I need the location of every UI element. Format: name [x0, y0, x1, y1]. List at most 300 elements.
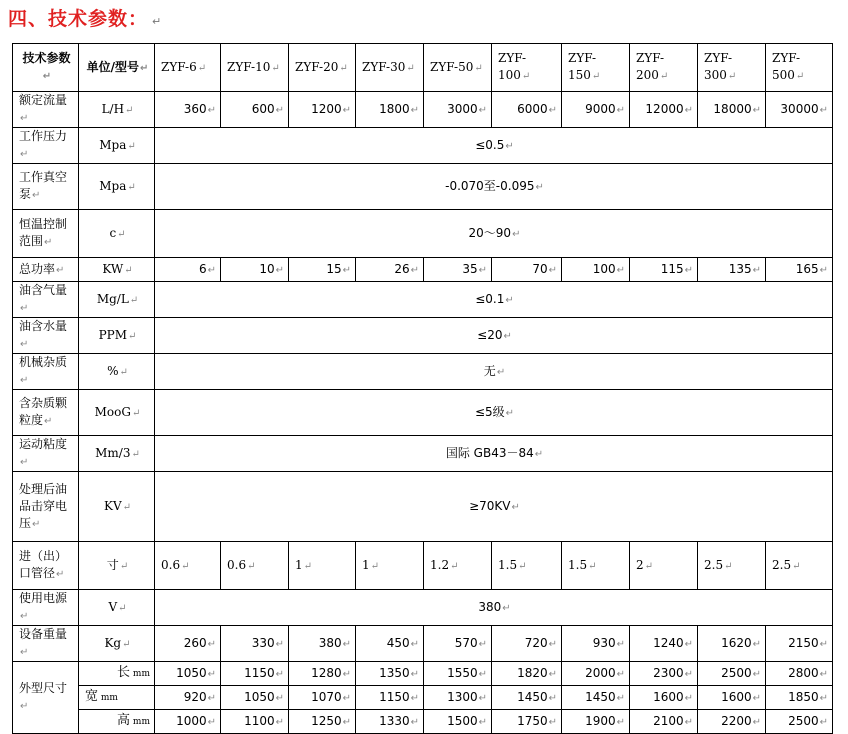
return-mark-icon	[371, 561, 379, 572]
dim-name: 宽	[85, 689, 99, 704]
value-cell-text: 2.5	[772, 557, 792, 572]
value-cell	[424, 686, 492, 710]
value-cell-text: 2000	[585, 665, 616, 680]
header-model-cell-text: ZYF-10	[227, 59, 271, 74]
header-param-cell-text: 技术参数	[22, 51, 71, 65]
value-cell	[221, 626, 289, 662]
value-cell	[562, 258, 630, 282]
value-cell	[424, 626, 492, 662]
value-cell-text: 380	[478, 599, 502, 614]
value-cell-text: 无	[483, 363, 496, 378]
value-cell-text: 35	[462, 261, 478, 276]
row-unit	[79, 710, 155, 734]
value-cell	[562, 92, 630, 128]
row-weight	[13, 626, 833, 662]
row-label-text: 进（出）口管径	[19, 549, 68, 580]
value-cell	[356, 686, 424, 710]
return-mark-icon	[123, 502, 131, 513]
value-cell	[155, 662, 221, 686]
value-cell	[356, 662, 424, 686]
value-cell	[289, 542, 356, 590]
return-mark-icon	[343, 265, 351, 276]
row-label	[13, 282, 79, 318]
return-mark-icon	[411, 669, 419, 680]
value-cell-text: 1	[295, 557, 303, 572]
row-unit-text: %	[107, 363, 119, 378]
value-cell-text: 1	[362, 557, 370, 572]
row-label	[13, 354, 79, 390]
return-mark-icon	[820, 669, 828, 680]
return-mark-icon: ↵	[152, 15, 163, 28]
return-mark-icon	[617, 693, 625, 704]
row-dims-length	[13, 662, 833, 686]
row-unit	[79, 542, 155, 590]
return-mark-icon	[617, 717, 625, 728]
row-unit-text: MooG	[94, 404, 131, 419]
value-cell	[221, 542, 289, 590]
return-mark-icon	[208, 105, 216, 116]
row-label-text: 工作真空泵	[19, 170, 68, 201]
return-mark-icon	[685, 105, 693, 116]
value-cell	[289, 92, 356, 128]
row-unit-text: Mg/L	[96, 291, 129, 306]
value-cell-text: 1500	[447, 713, 478, 728]
header-model-cell	[155, 44, 221, 92]
header-model-cell	[492, 44, 562, 92]
return-mark-icon	[406, 63, 414, 74]
return-mark-icon	[724, 561, 732, 572]
return-mark-icon	[479, 265, 487, 276]
header-param-cell	[13, 44, 79, 92]
row-breakdown	[13, 472, 833, 542]
value-cell-text: 450	[386, 635, 410, 650]
header-model-cell	[562, 44, 630, 92]
value-cell-text: 30000	[780, 101, 819, 116]
value-cell	[766, 686, 833, 710]
row-label-text: 恒温控制范围	[19, 217, 68, 248]
section-heading-text: 四、技术参数：	[8, 8, 149, 30]
return-mark-icon	[479, 693, 487, 704]
value-cell-text: 2100	[653, 713, 684, 728]
value-cell-text: 1800	[379, 101, 410, 116]
dim-unit: mm	[98, 693, 118, 703]
row-label	[13, 92, 79, 128]
return-mark-icon	[276, 265, 284, 276]
row-water	[13, 318, 833, 354]
value-cell-text: 1150	[379, 689, 410, 704]
value-cell	[155, 210, 833, 258]
value-cell	[155, 686, 221, 710]
row-unit	[79, 92, 155, 128]
value-cell	[630, 686, 698, 710]
row-unit	[79, 436, 155, 472]
return-mark-icon	[411, 693, 419, 704]
row-label	[13, 258, 79, 282]
return-mark-icon	[20, 701, 28, 712]
return-mark-icon	[685, 265, 693, 276]
row-unit	[79, 662, 155, 686]
return-mark-icon	[276, 669, 284, 680]
return-mark-icon	[645, 561, 653, 572]
return-mark-icon	[208, 265, 216, 276]
value-cell-text: 135	[728, 261, 752, 276]
return-mark-icon	[140, 63, 148, 74]
value-cell	[492, 626, 562, 662]
value-cell	[630, 542, 698, 590]
row-power	[13, 258, 833, 282]
value-cell-text: 720	[524, 635, 548, 650]
return-mark-icon	[20, 457, 28, 468]
header-unit-cell-text: 单位/型号	[86, 59, 139, 74]
value-cell	[356, 258, 424, 282]
value-cell-text: 330	[251, 635, 275, 650]
row-gas	[13, 282, 833, 318]
value-cell	[630, 662, 698, 686]
value-cell	[698, 258, 766, 282]
header-row	[13, 44, 833, 92]
row-unit-text: L/H	[101, 101, 125, 116]
return-mark-icon	[512, 229, 520, 240]
value-cell	[424, 92, 492, 128]
return-mark-icon	[549, 693, 557, 704]
return-mark-icon	[124, 265, 132, 276]
value-cell	[356, 710, 424, 734]
value-cell	[289, 258, 356, 282]
return-mark-icon	[753, 265, 761, 276]
value-cell	[155, 542, 221, 590]
value-cell	[289, 626, 356, 662]
return-mark-icon	[198, 63, 206, 74]
return-mark-icon	[820, 639, 828, 650]
return-mark-icon	[20, 303, 28, 314]
row-label-text: 设备重量	[19, 627, 68, 641]
value-cell-text: 1600	[653, 689, 684, 704]
return-mark-icon	[127, 141, 135, 152]
row-unit-text: Mpa	[99, 178, 127, 193]
row-label	[13, 390, 79, 436]
value-cell-text: 9000	[585, 101, 616, 116]
value-cell	[562, 662, 630, 686]
return-mark-icon	[535, 449, 543, 460]
value-cell-text: 2.5	[704, 557, 724, 572]
value-cell-text: 0.6	[161, 557, 181, 572]
return-mark-icon	[20, 611, 28, 622]
row-unit	[79, 318, 155, 354]
value-cell-text: 1240	[653, 635, 684, 650]
value-cell-text: 1620	[721, 635, 752, 650]
value-cell	[492, 92, 562, 128]
return-mark-icon	[120, 367, 128, 378]
return-mark-icon	[343, 717, 351, 728]
return-mark-icon	[549, 105, 557, 116]
return-mark-icon	[122, 639, 130, 650]
value-cell	[155, 354, 833, 390]
return-mark-icon	[518, 561, 526, 572]
header-model-cell	[221, 44, 289, 92]
value-cell-text: 1.5	[568, 557, 588, 572]
value-cell	[289, 662, 356, 686]
value-cell	[424, 662, 492, 686]
value-cell-text: 1450	[585, 689, 616, 704]
value-cell-text: 165	[795, 261, 819, 276]
value-cell	[698, 542, 766, 590]
value-cell-text: 26	[394, 261, 410, 276]
value-cell	[155, 390, 833, 436]
row-label	[13, 436, 79, 472]
value-cell	[766, 542, 833, 590]
header-model-cell	[424, 44, 492, 92]
value-cell-text: 国际 GB43－84	[445, 445, 534, 460]
return-mark-icon	[411, 265, 419, 276]
value-cell	[766, 710, 833, 734]
value-cell	[289, 686, 356, 710]
return-mark-icon	[125, 105, 133, 116]
row-unit-text: Mpa	[99, 137, 127, 152]
return-mark-icon	[660, 71, 668, 82]
row-unit-text: Kg	[104, 635, 122, 650]
return-mark-icon	[479, 105, 487, 116]
row-unit-text: c	[109, 225, 117, 240]
value-cell-text: 1.5	[498, 557, 518, 572]
value-cell	[492, 542, 562, 590]
header-model-cell	[698, 44, 766, 92]
header-model-cell-text: ZYF-50	[430, 59, 474, 74]
value-cell-text: 12000	[645, 101, 684, 116]
return-mark-icon	[120, 561, 128, 572]
return-mark-icon	[130, 295, 138, 306]
value-cell-text: 1000	[176, 713, 207, 728]
value-cell	[221, 686, 289, 710]
row-label	[13, 318, 79, 354]
value-cell	[155, 318, 833, 354]
row-unit	[79, 128, 155, 164]
value-cell-text: 1820	[517, 665, 548, 680]
value-cell	[221, 92, 289, 128]
value-cell	[155, 436, 833, 472]
row-unit	[79, 258, 155, 282]
value-cell-text: 1200	[311, 101, 342, 116]
value-cell	[562, 686, 630, 710]
value-cell	[630, 710, 698, 734]
return-mark-icon	[20, 113, 28, 124]
row-pipe	[13, 542, 833, 590]
value-cell-text: 1600	[721, 689, 752, 704]
return-mark-icon	[20, 375, 28, 386]
value-cell-text: 2300	[653, 665, 684, 680]
return-mark-icon	[685, 693, 693, 704]
value-cell-text: ≥70KV	[469, 498, 511, 513]
value-cell	[424, 710, 492, 734]
value-cell-text: 920	[183, 689, 207, 704]
value-cell-text: 100	[592, 261, 616, 276]
return-mark-icon	[127, 182, 135, 193]
header-model-cell-text: ZYF-20	[295, 59, 339, 74]
value-cell-text: 380	[318, 635, 342, 650]
value-cell-text: 1050	[176, 665, 207, 680]
return-mark-icon	[685, 669, 693, 680]
value-cell	[492, 686, 562, 710]
value-cell-text: 1.2	[430, 557, 450, 572]
return-mark-icon	[128, 331, 136, 342]
value-cell	[155, 164, 833, 210]
return-mark-icon	[411, 717, 419, 728]
value-cell-text: 0.6	[227, 557, 247, 572]
row-label-text: 额定流量	[19, 93, 68, 107]
return-mark-icon	[132, 408, 140, 419]
value-cell-text: 3000	[447, 101, 478, 116]
value-cell	[155, 626, 221, 662]
return-mark-icon	[43, 71, 51, 82]
return-mark-icon	[32, 190, 40, 201]
header-model-cell-text: ZYF-100	[498, 51, 527, 82]
row-label-text: 外型尺寸	[19, 681, 68, 695]
value-cell-text: 1150	[244, 665, 275, 680]
row-unit-text: KV	[103, 498, 122, 513]
value-cell-text: 360	[183, 101, 207, 116]
value-cell	[492, 710, 562, 734]
return-mark-icon	[131, 449, 139, 460]
row-particle	[13, 390, 833, 436]
value-cell-text: ≤5级	[474, 404, 505, 419]
return-mark-icon	[753, 669, 761, 680]
return-mark-icon	[304, 561, 312, 572]
value-cell-text: 2200	[721, 713, 752, 728]
value-cell-text: ≤20	[477, 327, 503, 342]
return-mark-icon	[617, 669, 625, 680]
value-cell	[221, 662, 289, 686]
row-unit-text: 寸	[106, 557, 119, 572]
return-mark-icon	[56, 265, 64, 276]
row-unit	[79, 210, 155, 258]
row-dims-height	[13, 710, 833, 734]
value-cell-text: ≤0.5	[475, 137, 505, 152]
value-cell-text: 2	[636, 557, 644, 572]
return-mark-icon	[497, 367, 505, 378]
return-mark-icon	[522, 71, 530, 82]
value-cell	[562, 542, 630, 590]
value-cell	[766, 626, 833, 662]
row-unit	[79, 590, 155, 626]
value-cell	[562, 626, 630, 662]
row-label-text: 含杂质颗粒度	[19, 396, 68, 427]
value-cell-text: 1750	[517, 713, 548, 728]
row-label	[13, 662, 79, 734]
value-cell	[698, 626, 766, 662]
header-model-cell-text: ZYF-30	[362, 59, 406, 74]
return-mark-icon	[502, 603, 510, 614]
value-cell-text: 2150	[788, 635, 819, 650]
value-cell-text: 115	[660, 261, 684, 276]
header-model-cell	[766, 44, 833, 92]
value-cell-text: 1450	[517, 689, 548, 704]
value-cell	[356, 626, 424, 662]
row-label	[13, 128, 79, 164]
value-cell	[562, 710, 630, 734]
value-cell	[698, 662, 766, 686]
row-unit-text: KW	[102, 261, 124, 276]
return-mark-icon	[549, 265, 557, 276]
value-cell-text: 6000	[517, 101, 548, 116]
value-cell-text: 18000	[713, 101, 752, 116]
return-mark-icon	[753, 693, 761, 704]
return-mark-icon	[339, 63, 347, 74]
return-mark-icon	[506, 408, 514, 419]
return-mark-icon	[271, 63, 279, 74]
header-model-cell	[289, 44, 356, 92]
return-mark-icon	[208, 693, 216, 704]
return-mark-icon	[685, 717, 693, 728]
return-mark-icon	[753, 639, 761, 650]
return-mark-icon	[276, 717, 284, 728]
return-mark-icon	[512, 502, 520, 513]
return-mark-icon	[181, 561, 189, 572]
return-mark-icon	[479, 669, 487, 680]
value-cell	[698, 92, 766, 128]
header-model-cell-text: ZYF-200	[636, 51, 665, 82]
value-cell-text: 2500	[788, 713, 819, 728]
header-model-cell-text: ZYF-150	[568, 51, 597, 82]
row-unit	[79, 282, 155, 318]
value-cell-text: 600	[251, 101, 275, 116]
return-mark-icon	[276, 105, 284, 116]
row-dims-width	[13, 686, 833, 710]
return-mark-icon	[343, 105, 351, 116]
return-mark-icon	[247, 561, 255, 572]
return-mark-icon	[820, 693, 828, 704]
return-mark-icon	[474, 63, 482, 74]
row-label	[13, 472, 79, 542]
value-cell	[766, 662, 833, 686]
value-cell	[155, 710, 221, 734]
value-cell	[424, 542, 492, 590]
row-label	[13, 542, 79, 590]
return-mark-icon	[343, 693, 351, 704]
value-cell-text: 1850	[788, 689, 819, 704]
row-label-text: 处理后油品击穿电压	[19, 481, 68, 530]
row-unit	[79, 390, 155, 436]
value-cell	[221, 710, 289, 734]
value-cell	[698, 710, 766, 734]
row-label-text: 油含水量	[19, 319, 68, 333]
row-pressure	[13, 128, 833, 164]
return-mark-icon	[276, 639, 284, 650]
return-mark-icon	[479, 717, 487, 728]
value-cell-text: 2500	[721, 665, 752, 680]
value-cell-text: 1350	[379, 665, 410, 680]
value-cell	[356, 92, 424, 128]
return-mark-icon	[592, 71, 600, 82]
row-unit	[79, 686, 155, 710]
return-mark-icon	[118, 603, 126, 614]
return-mark-icon	[535, 182, 543, 193]
row-impurity	[13, 354, 833, 390]
value-cell	[356, 542, 424, 590]
return-mark-icon	[208, 669, 216, 680]
return-mark-icon	[549, 717, 557, 728]
value-cell	[630, 92, 698, 128]
value-cell	[221, 258, 289, 282]
return-mark-icon	[753, 105, 761, 116]
return-mark-icon	[728, 71, 736, 82]
header-unit-cell	[79, 44, 155, 92]
header-model-cell-text: ZYF-6	[161, 59, 197, 74]
return-mark-icon	[617, 105, 625, 116]
value-cell-text: 1070	[311, 689, 342, 704]
return-mark-icon	[411, 105, 419, 116]
dim-name: 长	[117, 665, 131, 680]
return-mark-icon	[549, 639, 557, 650]
dim-unit: mm	[130, 669, 150, 679]
